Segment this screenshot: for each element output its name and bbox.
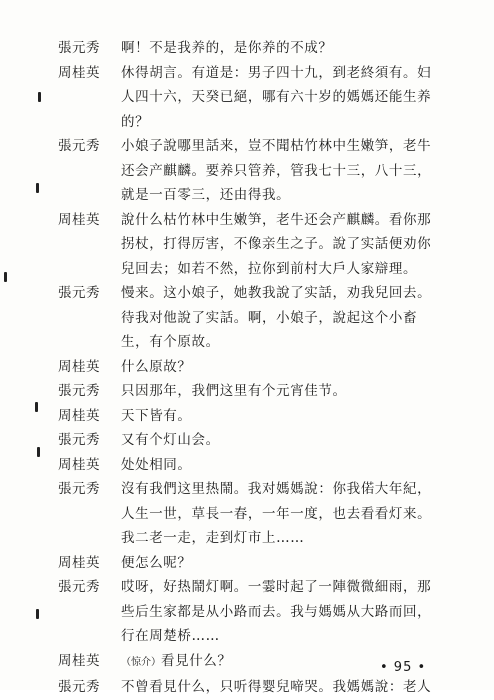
margin-mark — [36, 609, 39, 619]
speech-line: 行在周楚桥…… — [121, 628, 220, 644]
speaker-name: 周桂英 — [58, 407, 100, 424]
speech-text — [113, 208, 458, 282]
dialogue-entry — [58, 208, 458, 282]
speaker-name: 張元秀 — [58, 579, 100, 595]
dialogue-entry — [58, 134, 458, 208]
speech-line: 慢来。这小娘子，她教我說了实話，劝我兒回去。 — [121, 285, 432, 301]
speech-text — [113, 675, 458, 700]
speech-line: 沒有我們这里热鬧。我对媽媽說：你我偌大年紀， — [121, 481, 432, 497]
speech-line: 哎呀，好热鬧灯啊。一霎时起了一陣微微細雨，那 — [121, 579, 432, 595]
speech-line: 小娘子說哪里話来，豈不聞枯竹林中生嫩笋，老牛 — [121, 138, 432, 154]
stage-direction: （惊介） — [121, 656, 161, 668]
dialogue-entry — [58, 551, 458, 576]
dialogue-entry — [58, 428, 458, 453]
dialogue-entry — [58, 36, 458, 61]
speech-text — [113, 355, 458, 380]
speech-line-text: 看見什么？ — [161, 652, 232, 669]
speech-line: 待我对他說了实話。啊，小娘子，說起这个小畜 — [121, 309, 418, 326]
speech-text — [113, 61, 458, 135]
speech-line: 啊！不是我养的，是你养的不成？ — [121, 40, 333, 56]
speech-line: 兒回去；如若不然，拉你到前村大戶人家辯理。 — [121, 260, 418, 277]
speaker-name: 張元秀 — [58, 432, 100, 448]
speaker-name: 周桂英 — [58, 358, 100, 375]
speech-text — [113, 453, 458, 478]
speaker-name: 張元秀 — [58, 679, 100, 695]
speaker-name: 張元秀 — [58, 285, 100, 301]
dialogue-entry — [58, 453, 458, 478]
speech-text — [113, 551, 458, 576]
speaker-name: 周桂英 — [58, 554, 100, 571]
speaker-name: 張元秀 — [58, 383, 100, 399]
speech-text — [113, 428, 458, 453]
speech-line: 休得胡言。有道是：男子四十九，到老終須有。妇 — [121, 64, 432, 81]
speech-line: 还会产麒麟。要养只管养，管我七十三，八十三， — [121, 162, 432, 179]
speaker-name: 張元秀 — [58, 481, 100, 497]
speech-text — [113, 36, 458, 61]
speech-line: 什么原故？ — [121, 358, 192, 375]
speaker-name: 張元秀 — [58, 40, 100, 56]
speech-line: 些后生家都是从小路而去。我与媽媽从大路而回， — [121, 603, 432, 620]
speech-line: 处处相同。 — [121, 456, 192, 473]
page-number: • 95 • — [380, 660, 427, 675]
speech-text — [113, 134, 458, 208]
speech-text — [113, 477, 458, 551]
speech-line: 就是一百零三，还由得我。 — [121, 187, 291, 203]
dialogue-entry — [58, 61, 458, 135]
speech-text — [113, 404, 458, 429]
speech-text — [113, 575, 458, 649]
speaker-name: 周桂英 — [58, 456, 100, 473]
speech-line: 又有个灯山会。 — [121, 432, 220, 448]
speech-line: 我二老一走，走到灯市上…… — [121, 530, 305, 546]
speech-line: 說什么枯竹林中生嫩笋，老牛还会产麒麟。看你那 — [121, 211, 432, 228]
margin-mark — [38, 92, 41, 102]
speech-line: 天下皆有。 — [121, 407, 192, 424]
dialogue-entry — [58, 675, 458, 700]
speech-line: 便怎么呢？ — [121, 554, 192, 571]
speech-text — [113, 379, 458, 404]
speech-line: 人四十六，天癸已絕，哪有六十岁的媽媽还能生养 — [121, 89, 432, 105]
dialogue-entry — [58, 355, 458, 380]
dialogue-entry — [58, 404, 458, 429]
margin-mark — [4, 272, 7, 282]
speech-text — [113, 281, 458, 355]
speech-line: 生，有个原故。 — [121, 334, 220, 350]
dialogue-entry — [58, 575, 458, 649]
dialogue-entry — [58, 477, 458, 551]
margin-mark — [35, 402, 38, 412]
dialogue-script — [58, 36, 458, 700]
speech-line: 拐杖，打得厉害，不像亲生之子。說了实話便劝你 — [121, 236, 432, 252]
dialogue-entry — [58, 379, 458, 404]
dialogue-entry — [58, 281, 458, 355]
speaker-name: 張元秀 — [58, 138, 100, 154]
speech-line: 的？ — [121, 113, 150, 130]
speaker-name: 周桂英 — [58, 211, 100, 228]
speech-line: 人生一世，草長一春，一年一度，也去看看灯来。 — [121, 505, 432, 522]
margin-mark — [36, 183, 39, 193]
speech-line: 只因那年，我們这里有个元宵佳节。 — [121, 383, 347, 399]
speech-line: 不曾看見什么，只听得婴兒啼哭。我媽媽說：老人 — [121, 679, 432, 695]
speaker-name: 周桂英 — [58, 64, 100, 81]
margin-mark — [37, 447, 40, 457]
speaker-name: 周桂英 — [58, 652, 100, 669]
